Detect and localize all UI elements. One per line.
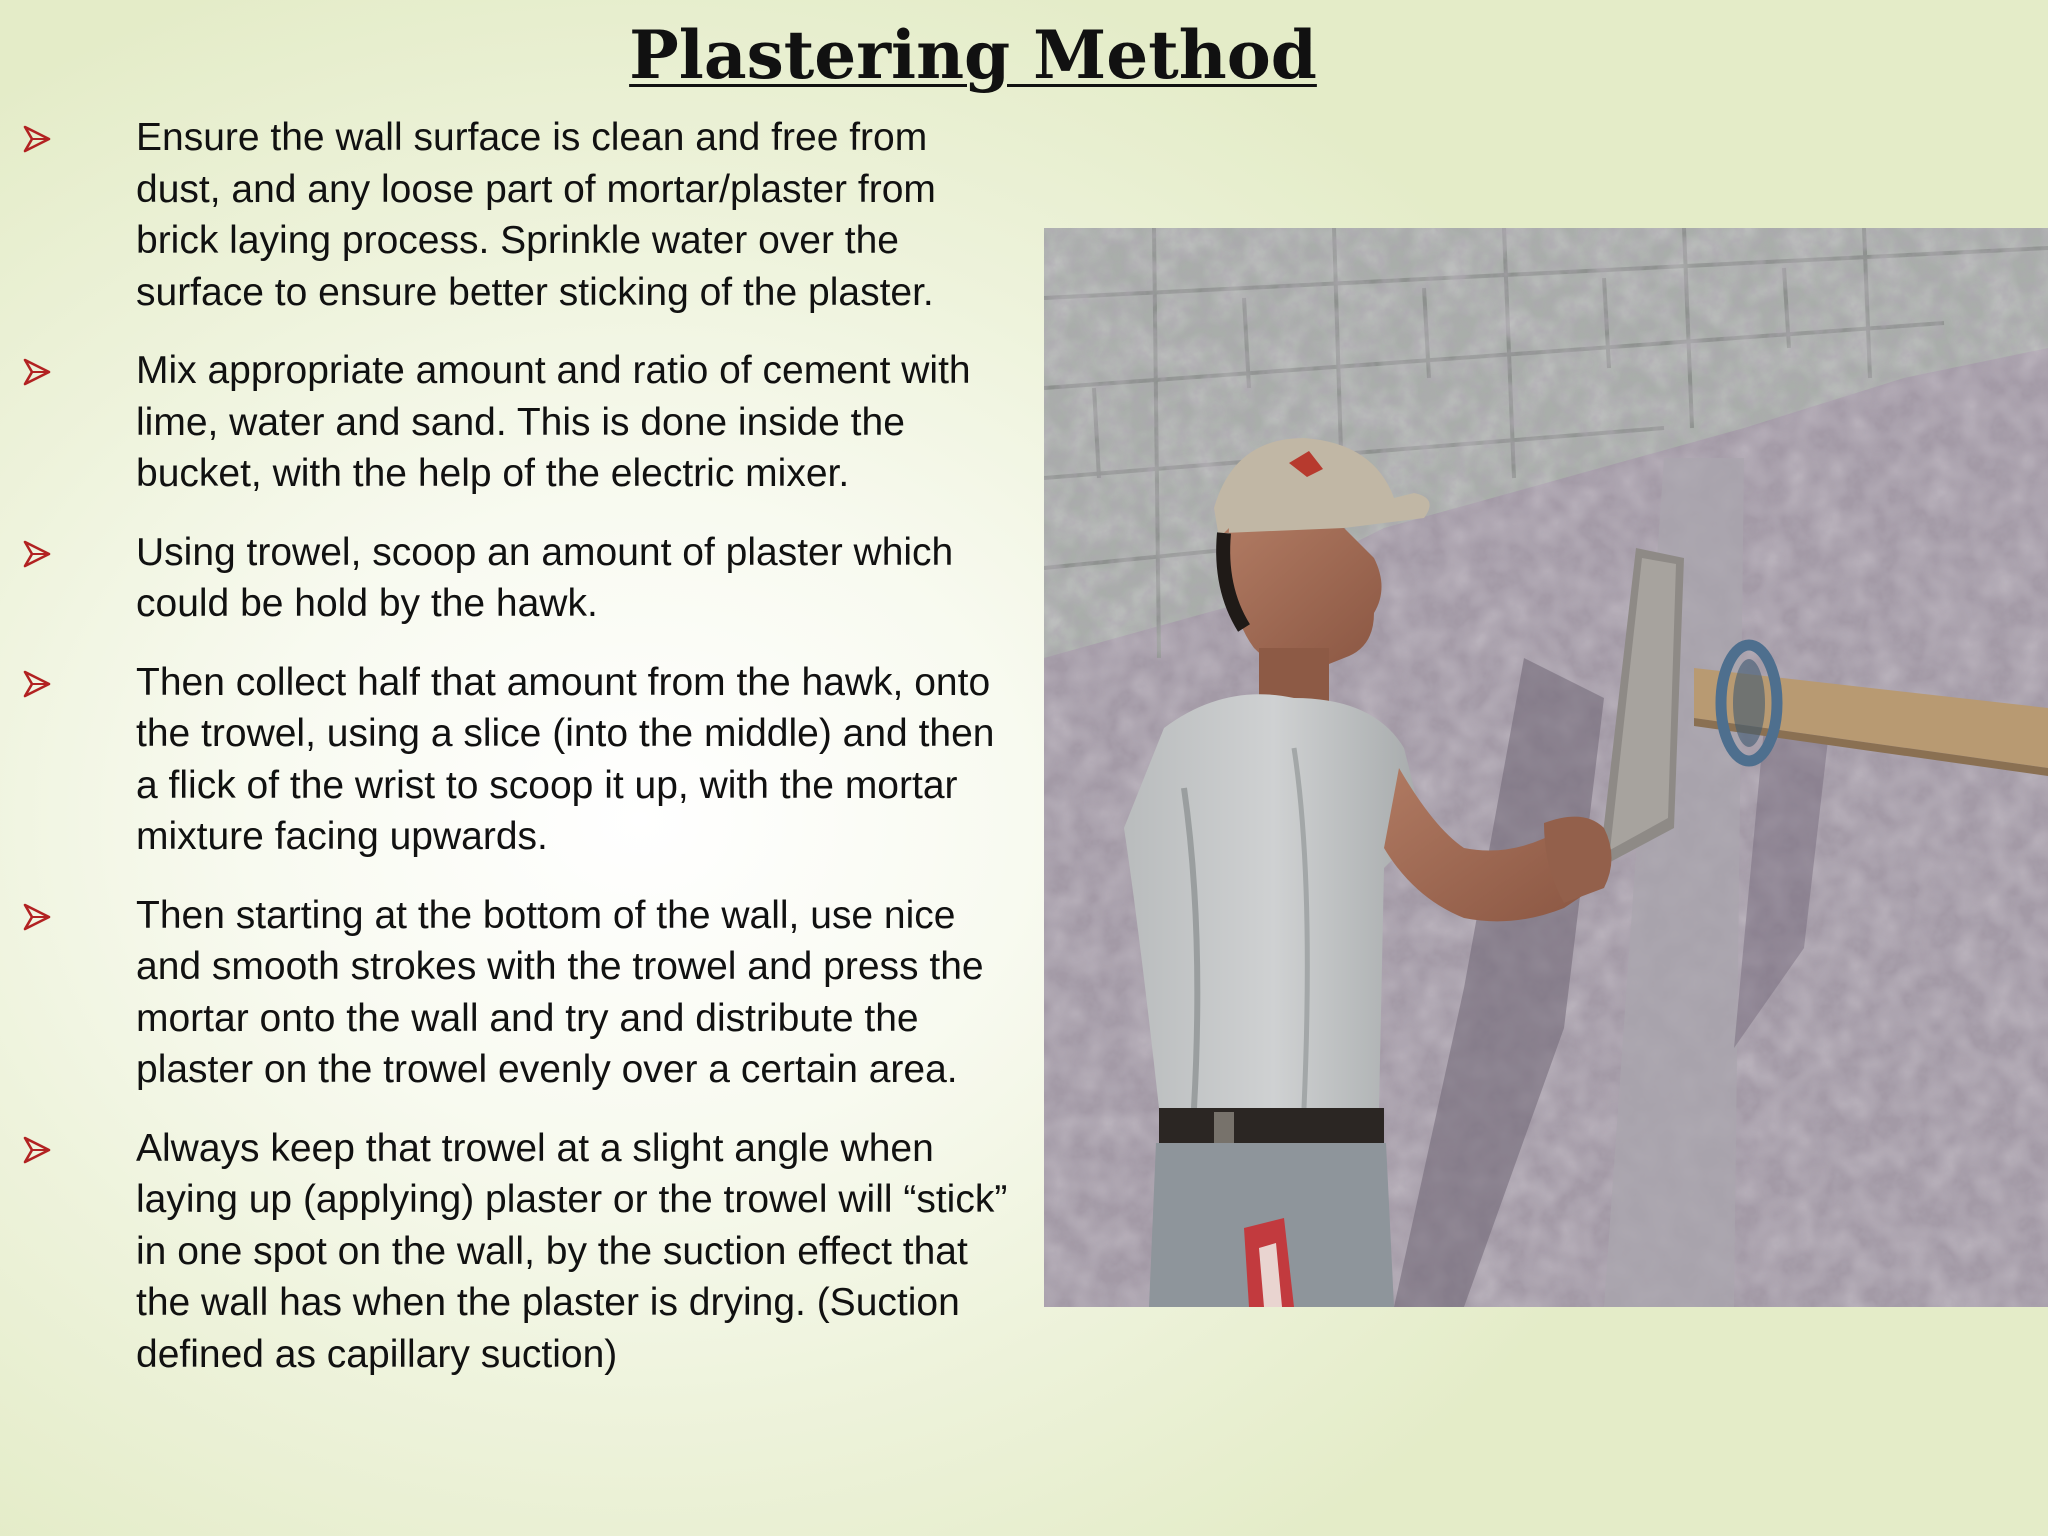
bullet-item (0, 1123, 1020, 1381)
arrowhead-bullet-icon (22, 902, 52, 932)
bullet-item (0, 112, 1020, 318)
arrowhead-bullet-icon (22, 1135, 52, 1165)
bullet-item (0, 527, 1020, 630)
arrowhead-bullet-icon (22, 539, 52, 569)
bullet-text: Then starting at the bottom of the wall, use nice and smooth strokes with the trowel and press the mortar onto the wall and try and distribute the plaster on the trowel evenly over a certain area. (136, 893, 984, 1091)
arrowhead-bullet-icon (22, 357, 52, 387)
bullet-item (0, 657, 1020, 863)
bullet-item (0, 890, 1020, 1096)
bullet-text: Using trowel, scoop an amount of plaster which could be hold by the hawk. (136, 530, 954, 625)
bullet-text: Ensure the wall surface is clean and free from dust, and any loose part of mortar/plaster from brick laying process. Sprinkle water over the surface to ensure better sticking of the plaster. (136, 116, 936, 314)
arrowhead-bullet-icon (22, 124, 52, 154)
bullet-text: Always keep that trowel at a slight angle when laying up (applying) plaster or the trowel will “stick” in one spot on the wall, by the suction effect that the wall has when the plaster is drying. (Suction defined as capillary suction) (136, 1126, 1008, 1376)
bullet-list (0, 112, 1020, 1407)
plasterer-photo-illustration (1044, 228, 2048, 1307)
plastering-photo (1044, 228, 2048, 1307)
bullet-text: Then collect half that amount from the hawk, onto the trowel, using a slice (into the middle) and then a flick of the wrist to scoop it up, with the mortar mixture facing upwards. (136, 660, 995, 858)
bullet-text: Mix appropriate amount and ratio of cement with lime, water and sand. This is done inside the bucket, with the help of the electric mixer. (136, 349, 971, 495)
arrowhead-bullet-icon (22, 669, 52, 699)
slide-title: Plastering Method (629, 16, 1317, 94)
bullet-item (0, 345, 1020, 500)
